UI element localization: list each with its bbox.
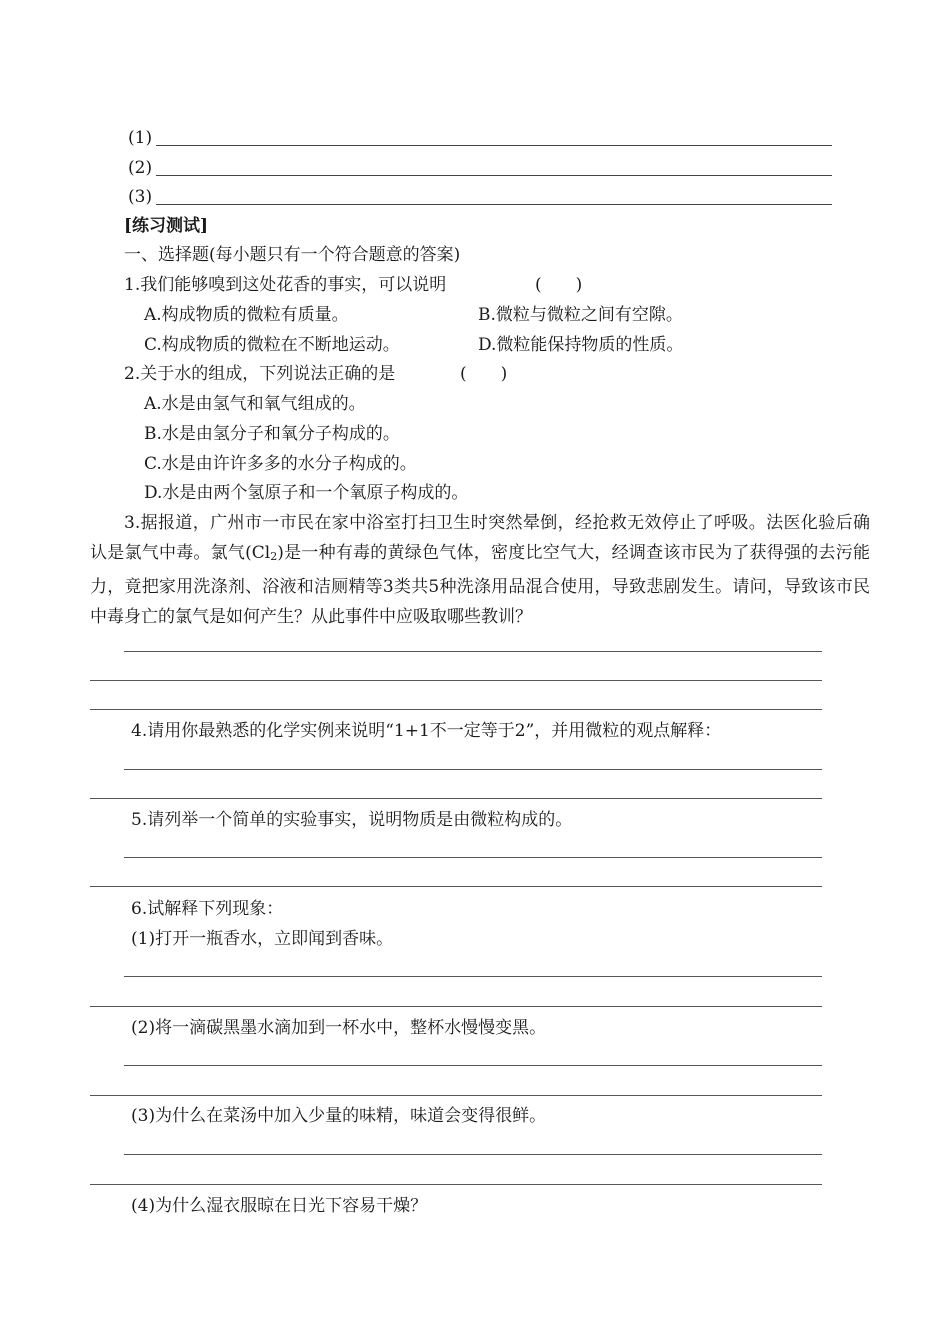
answer-line[interactable] — [124, 1065, 822, 1066]
q1-answer-bracket[interactable]: ( ) — [535, 275, 583, 295]
q3-text-2: )是一种有毒的黄绿色气体，密度比空气大，经调查该市民为了获得强的去污能力，竟把家用洗涤剂、浴液和洁厕精等3类共5种洗涤用品混合使用，导致悲剧发生。请问，导致该市民中毒身亡的氯气是如何产生？从此事件中应吸取哪些教训？ — [90, 543, 870, 627]
q6-item-4: (4)为什么湿衣服晾在日光下容易干燥？ — [131, 1196, 428, 1216]
answer-line[interactable] — [124, 976, 822, 977]
answer-line[interactable] — [156, 204, 832, 205]
q3-subscript: 2 — [270, 550, 278, 563]
q1-option-d[interactable]: D.微粒能保持物质的性质。 — [478, 335, 684, 355]
q2-option-b[interactable]: B.水是由氢分子和氧分子构成的。 — [144, 424, 400, 444]
answer-line[interactable] — [156, 175, 832, 176]
answer-line[interactable] — [156, 145, 832, 146]
q6-item-1: (1)打开一瓶香水，立即闻到香味。 — [131, 929, 394, 949]
answer-line[interactable] — [90, 1095, 822, 1096]
q5-question: 5.请列举一个简单的实验事实，说明物质是由微粒构成的。 — [131, 810, 573, 830]
section-title: [练习测试] — [124, 216, 209, 236]
q2-option-d[interactable]: D.水是由两个氢原子和一个氧原子构成的。 — [144, 483, 469, 503]
q1-option-b[interactable]: B.微粒与微粒之间有空隙。 — [478, 305, 683, 325]
answer-line[interactable] — [90, 1184, 822, 1185]
answer-line[interactable] — [124, 857, 822, 858]
answer-line[interactable] — [90, 709, 822, 710]
answer-line[interactable] — [124, 1154, 822, 1155]
answer-line[interactable] — [90, 798, 822, 799]
blank-label-1: (1) — [128, 128, 153, 148]
q2-option-c[interactable]: C.水是由许许多多的水分子构成的。 — [144, 454, 417, 474]
answer-line[interactable] — [90, 680, 822, 681]
q6-item-3: (3)为什么在菜汤中加入少量的味精，味道会变得很鲜。 — [131, 1106, 547, 1126]
q1-option-a[interactable]: A.构成物质的微粒有质量。 — [144, 305, 349, 325]
q2-answer-bracket[interactable]: ( ) — [460, 364, 508, 384]
answer-line[interactable] — [124, 651, 822, 652]
q3-text-1: 3.据报道，广州市一市民在家中浴室打扫卫生时突然晕倒，经抢救无效停止了呼吸。法医化验后确认是氯气中毒。氯气(Cl — [90, 513, 870, 563]
q6-stem: 6.试解释下列现象： — [131, 899, 284, 919]
q3-paragraph — [90, 508, 870, 632]
blank-label-2: (2) — [128, 158, 153, 178]
q1-option-c[interactable]: C.构成物质的微粒在不断地运动。 — [144, 335, 400, 355]
q2-option-a[interactable]: A.水是由氢气和氧气组成的。 — [144, 394, 366, 414]
answer-line[interactable] — [124, 769, 822, 770]
q6-item-2: (2)将一滴碳黑墨水滴加到一杯水中，整杯水慢慢变黑。 — [131, 1018, 547, 1038]
answer-line[interactable] — [90, 1006, 822, 1007]
answer-line[interactable] — [90, 886, 822, 887]
q2-stem: 2.关于水的组成，下列说法正确的是 — [124, 364, 396, 384]
q4-question: 4.请用你最熟悉的化学实例来说明“1+1不一定等于2”，并用微粒的观点解释： — [131, 721, 722, 741]
part-one-heading: 一、选择题(每小题只有一个符合题意的答案) — [124, 245, 461, 265]
q1-stem: 1.我们能够嗅到这处花香的事实，可以说明 — [124, 275, 447, 295]
blank-label-3: (3) — [128, 187, 153, 207]
